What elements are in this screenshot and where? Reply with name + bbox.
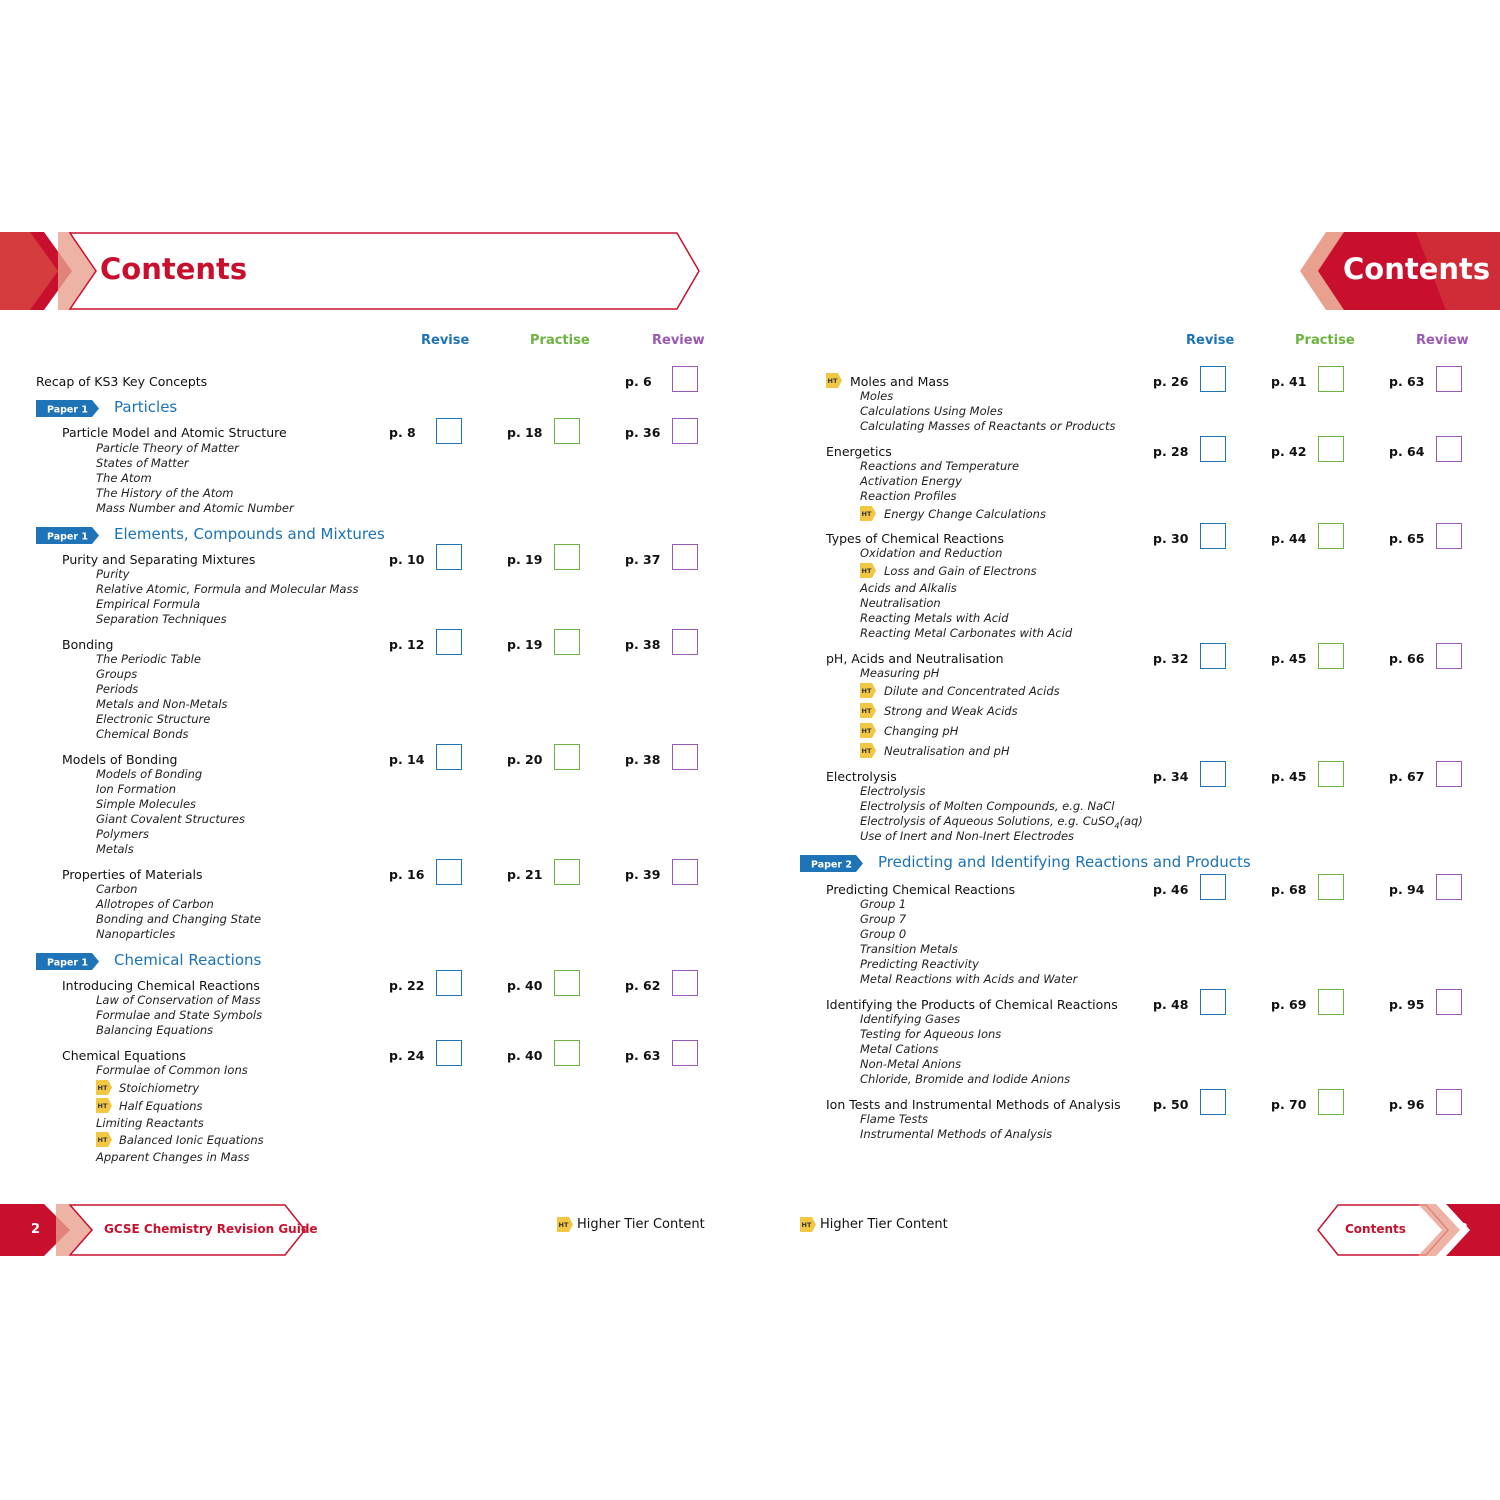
higher-tier-icon	[860, 683, 876, 698]
revise-page: p. 28	[1153, 444, 1189, 459]
revise-checkbox[interactable]	[436, 544, 462, 570]
practise-checkbox[interactable]	[554, 418, 580, 444]
higher-tier-icon	[96, 1098, 112, 1113]
subtopic: The Periodic Table	[96, 652, 201, 666]
svg-text:HT: HT	[801, 1221, 812, 1229]
subtopic: Loss and Gain of Electrons	[884, 564, 1037, 578]
subtopic: Separation Techniques	[96, 612, 227, 626]
subtopic: Groups	[96, 667, 138, 681]
subtopic: Neutralisation and pH	[884, 744, 1010, 758]
subtopic: Reacting Metal Carbonates with Acid	[860, 626, 1073, 640]
higher-tier-icon	[96, 1080, 112, 1095]
recap-review-page: p. 6	[625, 374, 652, 389]
subtopic: Formulae and State Symbols	[96, 1008, 263, 1022]
subtopic: Predicting Reactivity	[860, 957, 979, 971]
review-page: p. 94	[1389, 882, 1425, 897]
subtopic: Calculations Using Moles	[860, 404, 1003, 418]
revise-page: p. 32	[1153, 651, 1189, 666]
review-page: p. 36	[625, 425, 661, 440]
practise-page: p. 19	[507, 637, 543, 652]
review-page: p. 37	[625, 552, 661, 567]
subtopic: Instrumental Methods of Analysis	[860, 1127, 1053, 1141]
topic-title: Moles and Mass	[850, 374, 950, 389]
subtopic: Periods	[96, 682, 139, 696]
revise-page: p. 24	[389, 1048, 425, 1063]
revise-page: p. 22	[389, 978, 425, 993]
subtopic: Reactions and Temperature	[860, 459, 1020, 473]
revise-page: p. 14	[389, 752, 425, 767]
subtopic: Half Equations	[119, 1099, 203, 1113]
subtopic: Empirical Formula	[96, 597, 201, 611]
review-page: p. 63	[1389, 374, 1425, 389]
subtopic: Strong and Weak Acids	[884, 704, 1018, 718]
revise-header: Revise	[1186, 333, 1235, 348]
left-page-number: 2	[31, 1222, 41, 1237]
higher-tier-icon	[557, 1217, 573, 1232]
section-title: Chemical Reactions	[114, 951, 262, 969]
subtopic: Bonding and Changing State	[96, 912, 262, 926]
subtopic: Models of Bonding	[96, 767, 203, 781]
topic-title: Chemical Equations	[62, 1048, 186, 1063]
practise-header: Practise	[530, 333, 590, 348]
revise-checkbox[interactable]	[1200, 1089, 1226, 1115]
svg-text:Paper 1: Paper 1	[47, 404, 88, 416]
revise-page: p. 8	[389, 425, 416, 440]
topic-title: Electrolysis	[826, 769, 897, 784]
right-footer-tab	[1316, 1204, 1500, 1260]
topic-title: Introducing Chemical Reactions	[62, 978, 260, 993]
svg-text:HT: HT	[861, 747, 872, 755]
subtopic: Electronic Structure	[96, 712, 211, 726]
svg-text:HT: HT	[861, 707, 872, 715]
subtopic: Simple Molecules	[96, 797, 197, 811]
practise-checkbox[interactable]	[554, 544, 580, 570]
section-title: Elements, Compounds and Mixtures	[114, 525, 385, 543]
review-page: p. 38	[625, 752, 661, 767]
revise-page: p. 16	[389, 867, 425, 882]
subtopic: Formulae of Common Ions	[96, 1063, 248, 1077]
paper-tag	[36, 953, 100, 970]
subtopic: Group 0	[860, 927, 907, 941]
svg-text:Paper 1: Paper 1	[47, 531, 88, 543]
subtopic: Calculating Masses of Reactants or Products	[860, 419, 1116, 433]
practise-page: p. 20	[507, 752, 543, 767]
review-checkbox[interactable]	[672, 970, 698, 996]
review-page: p. 63	[625, 1048, 661, 1063]
svg-text:Paper 2: Paper 2	[811, 859, 852, 871]
practise-page: p. 19	[507, 552, 543, 567]
subtopic: Activation Energy	[860, 474, 962, 488]
subtopic: Metals	[96, 842, 134, 856]
subtopic: Apparent Changes in Mass	[96, 1150, 250, 1164]
subtopic: Mass Number and Atomic Number	[96, 501, 294, 515]
review-header: Review	[652, 333, 705, 348]
subtopic: Electrolysis of Aqueous Solutions, e.g. CuSO$_4$(aq)	[860, 814, 1143, 831]
svg-text:HT: HT	[861, 727, 872, 735]
revise-checkbox[interactable]	[1200, 366, 1226, 392]
subtopic: Chloride, Bromide and Iodide Anions	[860, 1072, 1071, 1086]
subtopic: Non-Metal Anions	[860, 1057, 962, 1071]
practise-checkbox[interactable]	[554, 1040, 580, 1066]
topic-title: Particle Model and Atomic Structure	[62, 425, 287, 440]
practise-checkbox[interactable]	[554, 744, 580, 770]
higher-tier-icon	[860, 506, 876, 521]
revise-header: Revise	[421, 333, 470, 348]
topic-title: Models of Bonding	[62, 752, 178, 767]
revise-checkbox[interactable]	[436, 859, 462, 885]
revise-page: p. 34	[1153, 769, 1189, 784]
review-checkbox[interactable]	[672, 629, 698, 655]
revise-page: p. 12	[389, 637, 425, 652]
subtopic: Metals and Non-Metals	[96, 697, 228, 711]
subtopic: Identifying Gases	[860, 1012, 961, 1026]
revise-page: p. 48	[1153, 997, 1189, 1012]
review-page: p. 96	[1389, 1097, 1425, 1112]
topic-title: Properties of Materials	[62, 867, 203, 882]
revise-checkbox[interactable]	[1200, 523, 1226, 549]
review-page: p. 67	[1389, 769, 1425, 784]
svg-text:HT: HT	[861, 510, 872, 518]
revise-checkbox[interactable]	[1200, 436, 1226, 462]
topic-title: pH, Acids and Neutralisation	[826, 651, 1004, 666]
topic-title: Energetics	[826, 444, 892, 459]
left-banner-title: Contents	[100, 252, 248, 286]
subtopic: Limiting Reactants	[96, 1116, 204, 1130]
practise-checkbox[interactable]	[1318, 989, 1344, 1015]
practise-page: p. 68	[1271, 882, 1307, 897]
subtopic: Ion Formation	[96, 782, 177, 796]
higher-tier-key: Higher Tier Content	[820, 1217, 948, 1232]
review-checkbox[interactable]	[672, 544, 698, 570]
svg-text:HT: HT	[827, 377, 838, 385]
svg-text:HT: HT	[97, 1102, 108, 1110]
recap-label: Recap of KS3 Key Concepts	[36, 374, 208, 389]
topic-title: Bonding	[62, 637, 114, 652]
review-checkbox[interactable]	[672, 1040, 698, 1066]
subtopic: Chemical Bonds	[96, 727, 189, 741]
subtopic: Transition Metals	[860, 942, 958, 956]
practise-page: p. 21	[507, 867, 543, 882]
svg-text:HT: HT	[97, 1084, 108, 1092]
footer-section-label: Contents	[1345, 1222, 1406, 1236]
subtopic: Stoichiometry	[119, 1081, 200, 1095]
practise-page: p. 41	[1271, 374, 1307, 389]
revise-checkbox[interactable]	[1200, 874, 1226, 900]
revise-checkbox[interactable]	[1200, 643, 1226, 669]
practise-checkbox[interactable]	[554, 859, 580, 885]
review-checkbox[interactable]	[1436, 761, 1462, 787]
topic-title: Purity and Separating Mixtures	[62, 552, 256, 567]
review-checkbox[interactable]	[672, 859, 698, 885]
subtopic: Giant Covalent Structures	[96, 812, 245, 826]
revise-checkbox[interactable]	[1200, 989, 1226, 1015]
subtopic: Use of Inert and Non-Inert Electrodes	[860, 829, 1075, 843]
subtopic: Acids and Alkalis	[860, 581, 957, 595]
review-checkbox[interactable]	[672, 744, 698, 770]
practise-checkbox[interactable]	[1318, 761, 1344, 787]
review-page: p. 64	[1389, 444, 1425, 459]
svg-text:HT: HT	[97, 1136, 108, 1144]
practise-checkbox[interactable]	[1318, 436, 1344, 462]
practise-checkbox[interactable]	[1318, 643, 1344, 669]
svg-text:HT: HT	[861, 567, 872, 575]
paper-tag	[36, 527, 100, 544]
subtopic: Law of Conservation of Mass	[96, 993, 261, 1007]
section-title: Particles	[114, 398, 178, 416]
practise-checkbox[interactable]	[1318, 523, 1344, 549]
review-page: p. 95	[1389, 997, 1425, 1012]
practise-checkbox[interactable]	[1318, 874, 1344, 900]
book-title: GCSE Chemistry Revision Guide	[104, 1222, 318, 1236]
practise-header: Practise	[1295, 333, 1355, 348]
subtopic: Balancing Equations	[96, 1023, 214, 1037]
review-checkbox[interactable]	[1436, 1089, 1462, 1115]
review-page: p. 39	[625, 867, 661, 882]
revise-checkbox[interactable]	[1200, 761, 1226, 787]
subtopic: Balanced Ionic Equations	[119, 1133, 264, 1147]
subtopic: Metal Cations	[860, 1042, 939, 1056]
revise-checkbox[interactable]	[436, 970, 462, 996]
subtopic: The Atom	[96, 471, 152, 485]
topic-title: Identifying the Products of Chemical Reactions	[826, 997, 1118, 1012]
practise-page: p. 45	[1271, 769, 1307, 784]
higher-tier-key: Higher Tier Content	[577, 1217, 705, 1232]
review-checkbox[interactable]	[1436, 989, 1462, 1015]
practise-page: p. 40	[507, 1048, 543, 1063]
svg-text:HT: HT	[861, 687, 872, 695]
practise-checkbox[interactable]	[554, 629, 580, 655]
subtopic: Energy Change Calculations	[884, 507, 1046, 521]
higher-tier-icon	[826, 373, 842, 388]
practise-page: p. 18	[507, 425, 543, 440]
subtopic: Purity	[96, 567, 130, 581]
section-title: Predicting and Identifying Reactions and Products	[878, 853, 1251, 871]
subtopic: Reaction Profiles	[860, 489, 957, 503]
subtopic: Moles	[860, 389, 894, 403]
subtopic: Particle Theory of Matter	[96, 441, 239, 455]
subtopic: Allotropes of Carbon	[96, 897, 214, 911]
revise-page: p. 26	[1153, 374, 1189, 389]
practise-checkbox[interactable]	[554, 970, 580, 996]
review-checkbox[interactable]	[1436, 874, 1462, 900]
higher-tier-icon	[800, 1217, 816, 1232]
subtopic: Metal Reactions with Acids and Water	[860, 972, 1078, 986]
subtopic: Dilute and Concentrated Acids	[884, 684, 1060, 698]
practise-page: p. 69	[1271, 997, 1307, 1012]
higher-tier-icon	[860, 743, 876, 758]
paper-tag	[800, 855, 864, 872]
revise-page: p. 30	[1153, 531, 1189, 546]
practise-checkbox[interactable]	[1318, 1089, 1344, 1115]
svg-text:Paper 1: Paper 1	[47, 957, 88, 969]
subtopic: Relative Atomic, Formula and Molecular Mass	[96, 582, 359, 596]
paper-tag	[36, 400, 100, 417]
subtopic: Reacting Metals with Acid	[860, 611, 1009, 625]
subtopic: The History of the Atom	[96, 486, 234, 500]
review-checkbox[interactable]	[1436, 643, 1462, 669]
subtopic: Electrolysis of Molten Compounds, e.g. NaCl	[860, 799, 1115, 813]
review-checkbox[interactable]	[672, 418, 698, 444]
subtopic: Measuring pH	[860, 666, 940, 680]
review-page: p. 65	[1389, 531, 1425, 546]
revise-checkbox[interactable]	[436, 744, 462, 770]
right-banner-title: Contents	[1343, 252, 1491, 286]
subtopic: Flame Tests	[860, 1112, 928, 1126]
svg-text:HT: HT	[558, 1221, 569, 1229]
topic-title: Predicting Chemical Reactions	[826, 882, 1016, 897]
subtopic: States of Matter	[96, 456, 189, 470]
subtopic: Group 7	[860, 912, 907, 926]
practise-page: p. 44	[1271, 531, 1307, 546]
subtopic: Polymers	[96, 827, 149, 841]
revise-page: p. 46	[1153, 882, 1189, 897]
subtopic: Testing for Aqueous Ions	[860, 1027, 1002, 1041]
review-checkbox[interactable]	[1436, 523, 1462, 549]
topic-title: Types of Chemical Reactions	[826, 531, 1004, 546]
subtopic: Neutralisation	[860, 596, 941, 610]
subtopic: Oxidation and Reduction	[860, 546, 1003, 560]
revise-page: p. 10	[389, 552, 425, 567]
practise-checkbox[interactable]	[1318, 366, 1344, 392]
subtopic: Carbon	[96, 882, 138, 896]
higher-tier-icon	[860, 723, 876, 738]
review-checkbox[interactable]	[1436, 366, 1462, 392]
right-page-number: 3	[1459, 1222, 1469, 1237]
subtopic: Nanoparticles	[96, 927, 176, 941]
review-page: p. 66	[1389, 651, 1425, 666]
revise-checkbox[interactable]	[436, 418, 462, 444]
topic-title: Ion Tests and Instrumental Methods of Analysis	[826, 1097, 1121, 1112]
higher-tier-icon	[860, 703, 876, 718]
revise-checkbox[interactable]	[436, 629, 462, 655]
review-page: p. 62	[625, 978, 661, 993]
higher-tier-icon	[96, 1132, 112, 1147]
subtopic: Group 1	[860, 897, 907, 911]
practise-page: p. 70	[1271, 1097, 1307, 1112]
revise-checkbox[interactable]	[436, 1040, 462, 1066]
practise-page: p. 40	[507, 978, 543, 993]
review-page: p. 38	[625, 637, 661, 652]
recap-review-checkbox[interactable]	[672, 366, 698, 392]
practise-page: p. 45	[1271, 651, 1307, 666]
revise-page: p. 50	[1153, 1097, 1189, 1112]
review-checkbox[interactable]	[1436, 436, 1462, 462]
practise-page: p. 42	[1271, 444, 1307, 459]
higher-tier-icon	[860, 563, 876, 578]
review-header: Review	[1416, 333, 1469, 348]
subtopic: Electrolysis	[860, 784, 926, 798]
subtopic: Changing pH	[884, 724, 959, 738]
